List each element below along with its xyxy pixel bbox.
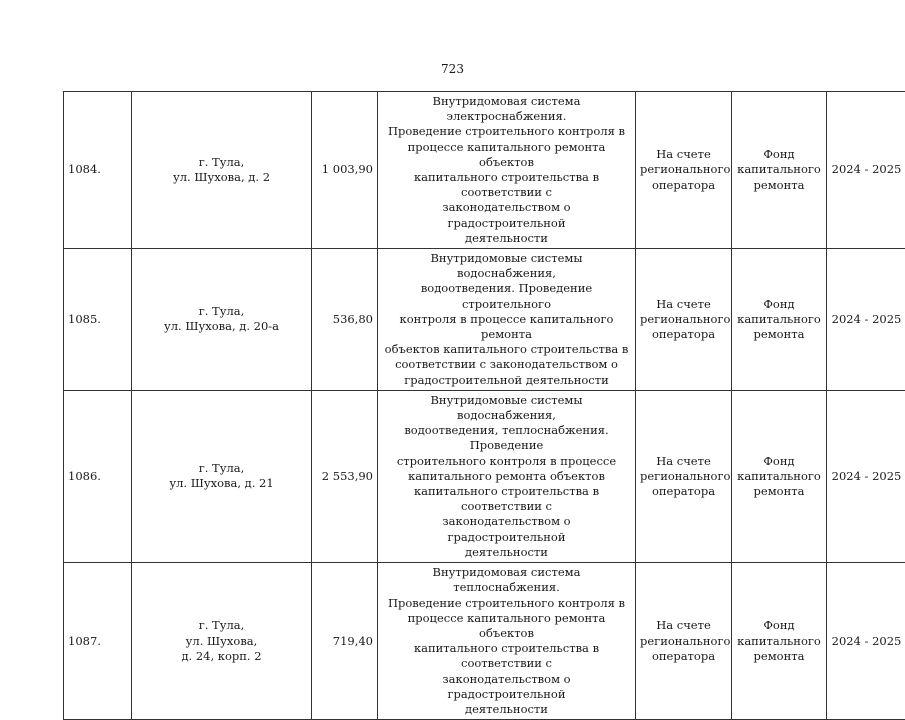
work-line: капитального строительства в соответствии с (382, 170, 631, 200)
work-line: деятельности (382, 545, 631, 560)
fund-line: ремонта (736, 649, 822, 664)
work-line: объектов капитального строительства в (382, 342, 631, 357)
work-line: Проведение строительного контроля в (382, 596, 631, 611)
work-line: Внутридомовые системы водоснабжения, (382, 251, 631, 281)
owner-line: оператора (640, 327, 727, 342)
work-line: капитального строительства в соответствии с (382, 484, 631, 514)
fund-line: ремонта (736, 178, 822, 193)
address-line: ул. Шухова, д. 20-а (136, 319, 307, 334)
period-cell: 2024 - 2025 (827, 563, 905, 720)
address-line: ул. Шухова, (136, 634, 307, 649)
owner-line: регионального (640, 469, 727, 484)
owner-line: оператора (640, 649, 727, 664)
funding-source-cell (732, 249, 827, 391)
page-number: 723 (0, 62, 905, 76)
account-owner-cell (636, 92, 732, 249)
work-line: Внутридомовые системы водоснабжения, (382, 393, 631, 423)
area-cell: 719,40 (312, 563, 378, 720)
work-line: законодательством о градостроительной (382, 514, 631, 544)
address-line: г. Тула, (136, 461, 307, 476)
work-line: процессе капитального ремонта объектов (382, 611, 631, 641)
period-cell: 2024 - 2025 (827, 92, 905, 249)
fund-line: Фонд (736, 618, 822, 633)
owner-line: На счете (640, 618, 727, 633)
work-line: Внутридомовая система электроснабжения. (382, 94, 631, 124)
row-number-cell: 1086. (64, 390, 132, 562)
address-line: г. Тула, (136, 304, 307, 319)
area-cell: 2 553,90 (312, 390, 378, 562)
row-number-cell: 1085. (64, 249, 132, 391)
owner-line: регионального (640, 312, 727, 327)
fund-line: капитального (736, 634, 822, 649)
address-line: ул. Шухова, д. 2 (136, 170, 307, 185)
table-row (64, 249, 905, 391)
address-cell (132, 563, 312, 720)
registry-body (64, 92, 905, 720)
owner-line: оператора (640, 178, 727, 193)
account-owner-cell (636, 563, 732, 720)
address-line: г. Тула, (136, 618, 307, 633)
account-owner-cell (636, 390, 732, 562)
work-line: строительного контроля в процессе (382, 454, 631, 469)
funding-source-cell (732, 563, 827, 720)
work-line: законодательством о градостроительной (382, 200, 631, 230)
fund-line: Фонд (736, 297, 822, 312)
owner-line: регионального (640, 162, 727, 177)
area-cell: 536,80 (312, 249, 378, 391)
row-number-cell: 1087. (64, 563, 132, 720)
work-description-cell (378, 92, 636, 249)
period-cell: 2024 - 2025 (827, 390, 905, 562)
work-line: процессе капитального ремонта объектов (382, 140, 631, 170)
work-description-cell (378, 249, 636, 391)
area-cell: 1 003,90 (312, 92, 378, 249)
account-owner-cell (636, 249, 732, 391)
fund-line: капитального (736, 469, 822, 484)
work-line: Проведение строительного контроля в (382, 124, 631, 139)
address-line: д. 24, корп. 2 (136, 649, 307, 664)
work-line: контроля в процессе капитального ремонта (382, 312, 631, 342)
funding-source-cell (732, 92, 827, 249)
work-description-cell (378, 563, 636, 720)
work-line: водоотведения. Проведение строительного (382, 281, 631, 311)
address-cell (132, 92, 312, 249)
owner-line: оператора (640, 484, 727, 499)
table-row (64, 563, 905, 720)
work-line: градостроительной деятельности (382, 373, 631, 388)
repair-registry-table (63, 91, 905, 720)
work-line: Внутридомовая система теплоснабжения. (382, 565, 631, 595)
work-line: законодательством о градостроительной (382, 672, 631, 702)
fund-line: капитального (736, 162, 822, 177)
work-line: деятельности (382, 702, 631, 717)
work-line: деятельности (382, 231, 631, 246)
address-line: ул. Шухова, д. 21 (136, 476, 307, 491)
owner-line: На счете (640, 297, 727, 312)
work-line: водоотведения, теплоснабжения. Проведение (382, 423, 631, 453)
period-cell: 2024 - 2025 (827, 249, 905, 391)
table-row (64, 390, 905, 562)
fund-line: ремонта (736, 327, 822, 342)
address-line: г. Тула, (136, 155, 307, 170)
work-line: капитального строительства в соответствии с (382, 641, 631, 671)
work-line: соответствии с законодательством о (382, 357, 631, 372)
row-number-cell: 1084. (64, 92, 132, 249)
table-row (64, 92, 905, 249)
address-cell (132, 390, 312, 562)
fund-line: Фонд (736, 454, 822, 469)
work-line: капитального ремонта объектов (382, 469, 631, 484)
work-description-cell (378, 390, 636, 562)
fund-line: ремонта (736, 484, 822, 499)
owner-line: регионального (640, 634, 727, 649)
funding-source-cell (732, 390, 827, 562)
owner-line: На счете (640, 454, 727, 469)
fund-line: Фонд (736, 147, 822, 162)
address-cell (132, 249, 312, 391)
fund-line: капитального (736, 312, 822, 327)
owner-line: На счете (640, 147, 727, 162)
